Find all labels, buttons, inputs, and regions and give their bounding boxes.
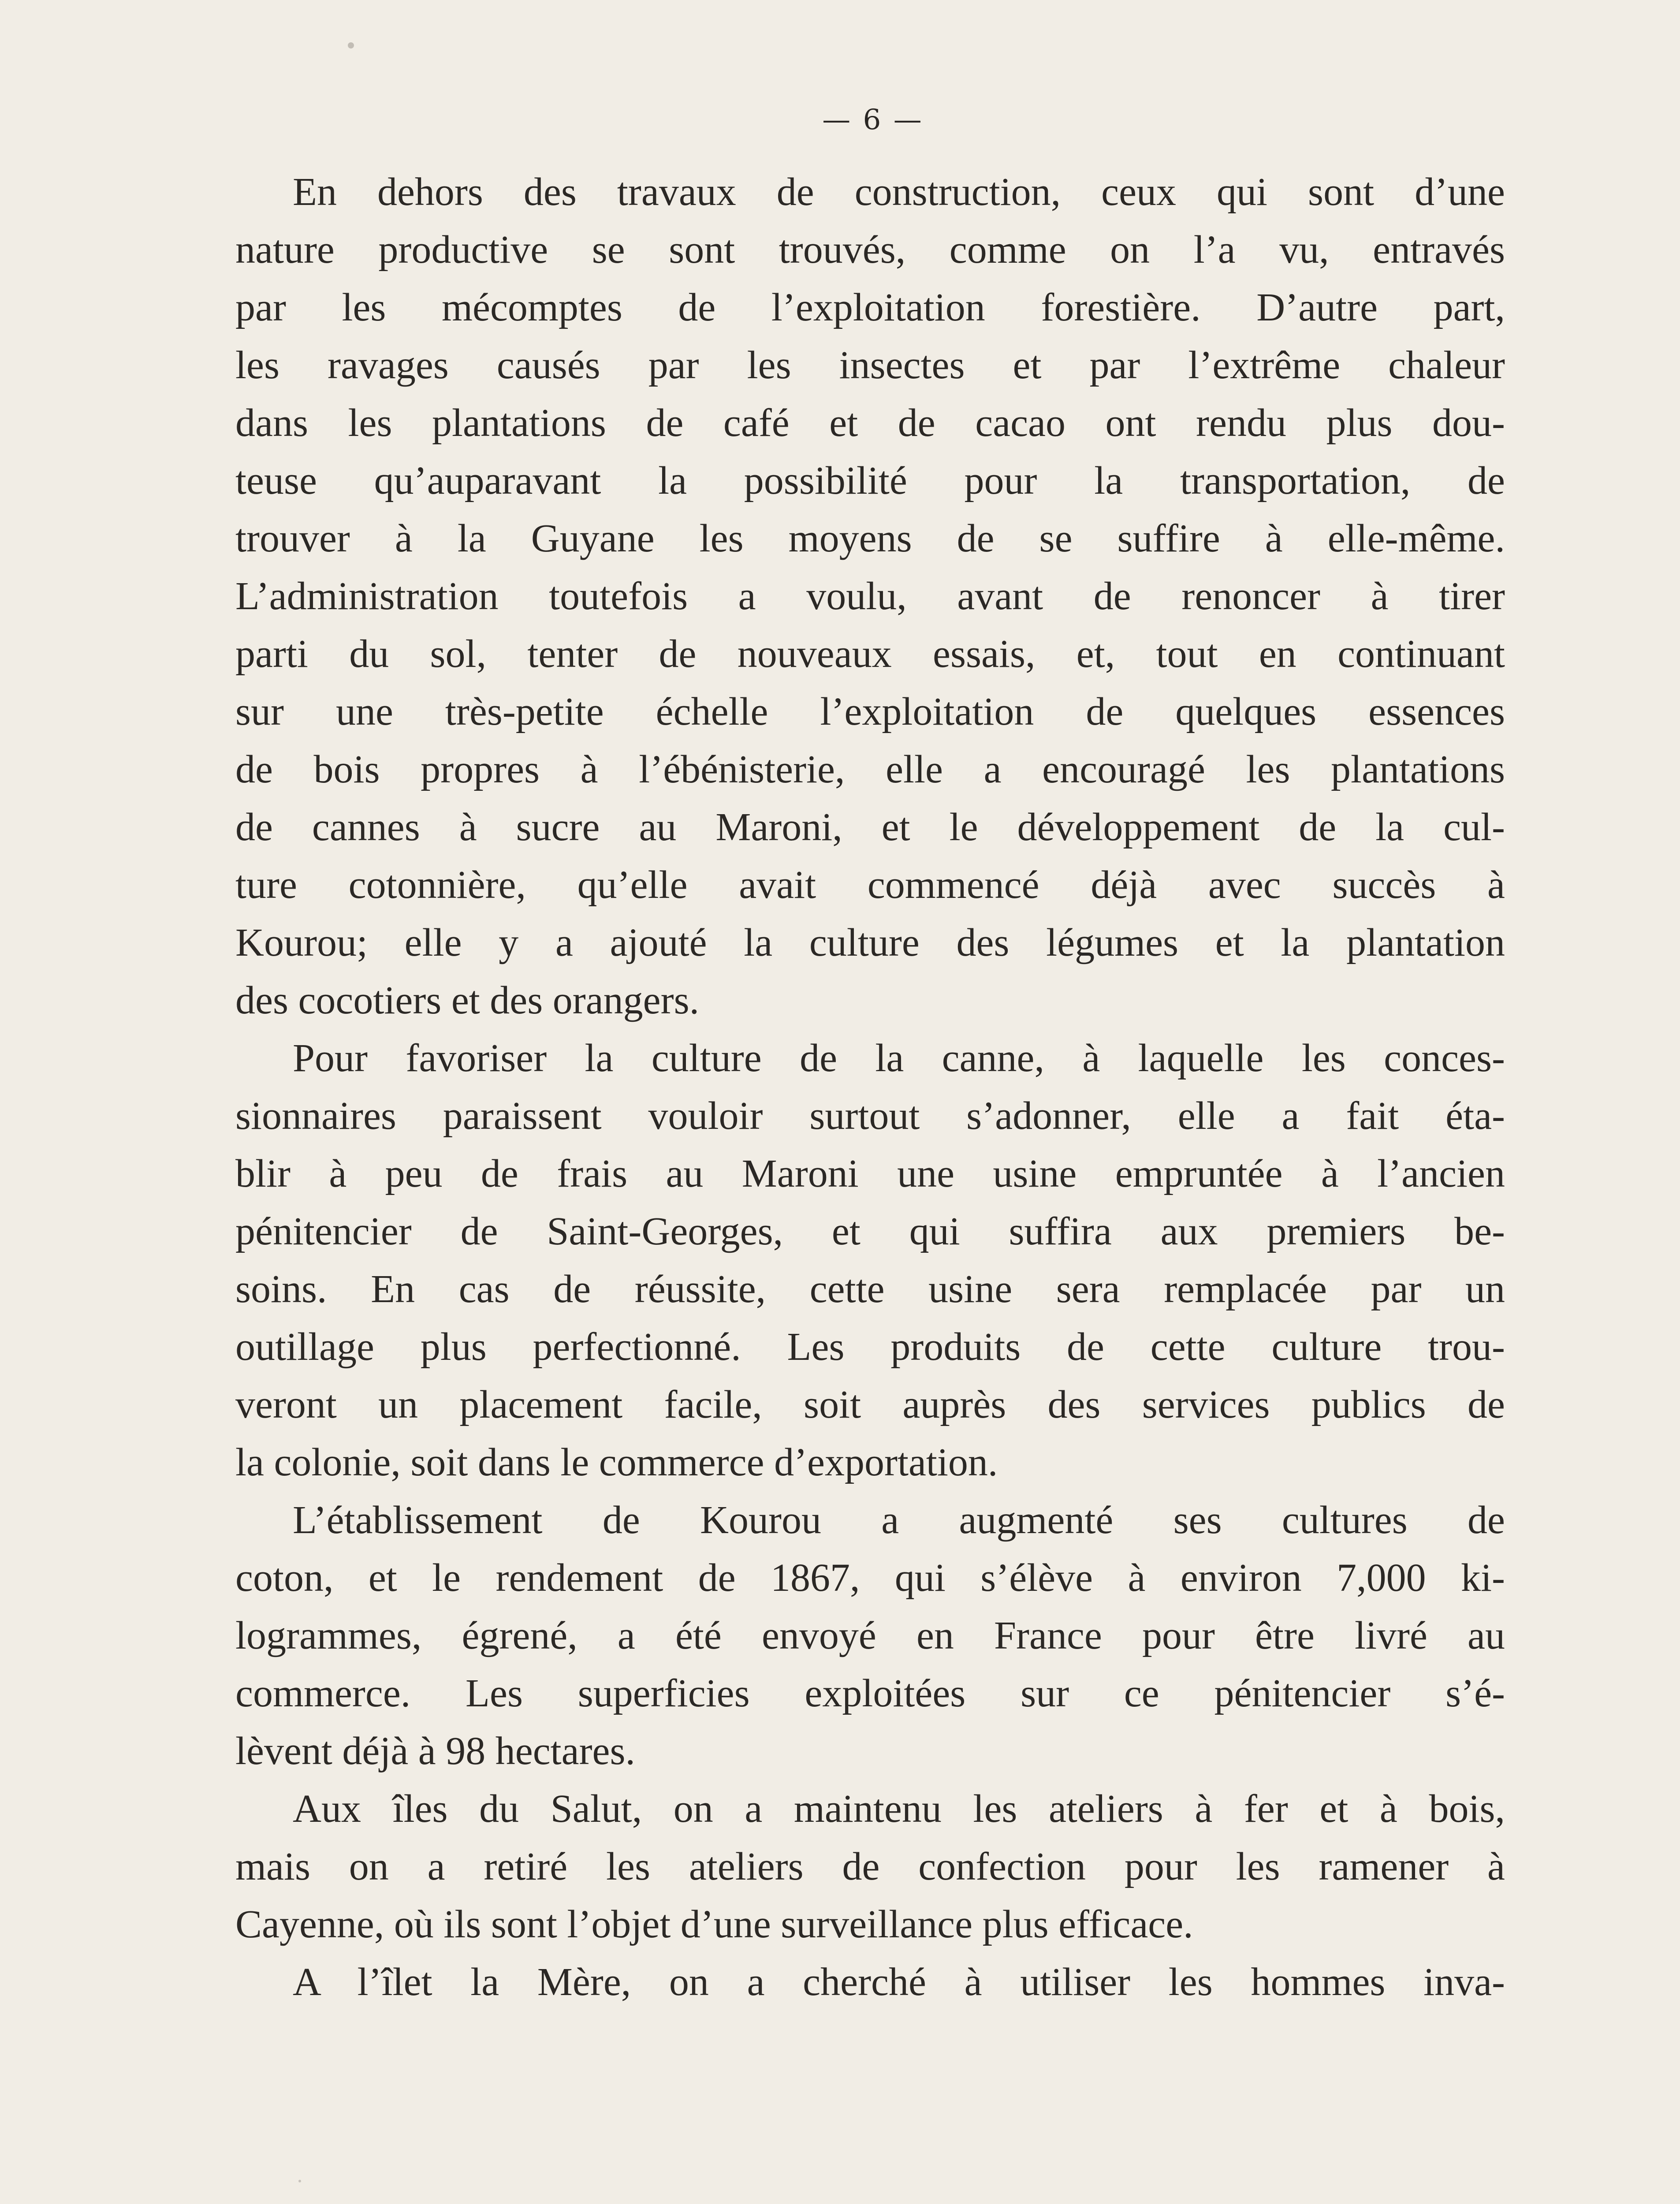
text-line: mais on a retiré les ateliers de confection pour les ramener à — [235, 1845, 1505, 1888]
text-line: de bois propres à l’ébénisterie, elle a encouragé les plantations — [235, 748, 1505, 791]
text-line: la colonie, soit dans le commerce d’exportation. — [235, 1441, 998, 1484]
text-line: soins. En cas de réussite, cette usine sera remplacée par un — [235, 1267, 1505, 1311]
text-line: trouver à la Guyane les moyens de se suffire à elle-même. — [235, 517, 1505, 560]
text-line: Kourou; elle y a ajouté la culture des légumes et la plantation — [235, 921, 1505, 964]
body-text — [235, 163, 1505, 2011]
text-line: Cayenne, où ils sont l’objet d’une surveillance plus efficace. — [235, 1902, 1193, 1946]
text-line: sur une très-petite échelle l’exploitation de quelques essences — [235, 690, 1505, 733]
text-line: Pour favoriser la culture de la canne, à laquelle les conces- — [293, 1036, 1505, 1080]
text-line: teuse qu’auparavant la possibilité pour la transportation, de — [235, 459, 1505, 503]
text-line: A l’îlet la Mère, on a cherché à utiliser les hommes inva- — [293, 1960, 1505, 2004]
paragraph — [235, 163, 1505, 1029]
text-line: Aux îles du Salut, on a maintenu les ateliers à fer et à bois, — [293, 1787, 1505, 1831]
paragraph — [235, 1953, 1505, 2011]
text-line: ture cotonnière, qu’elle avait commencé déjà avec succès à — [235, 863, 1505, 907]
text-line: les ravages causés par les insectes et par l’extrême chaleur — [235, 343, 1505, 387]
text-line: de cannes à sucre au Maroni, et le développement de la cul- — [235, 805, 1505, 849]
paragraph — [235, 1780, 1505, 1953]
text-line: logrammes, égrené, a été envoyé en France pour être livré au — [235, 1614, 1505, 1657]
paper-speck — [348, 42, 354, 48]
paragraph — [235, 1029, 1505, 1491]
text-line: commerce. Les superficies exploitées sur ce pénitencier s’é- — [235, 1672, 1505, 1715]
text-line: En dehors des travaux de construction, ceux qui sont d’une — [293, 170, 1505, 214]
text-line: lèvent déjà à 98 hectares. — [235, 1729, 636, 1773]
text-line: sionnaires paraissent vouloir surtout s’adonner, elle a fait éta- — [235, 1094, 1505, 1138]
text-line: parti du sol, tenter de nouveaux essais, et, tout en continuant — [235, 632, 1505, 676]
paragraph — [235, 1491, 1505, 1780]
text-line: outillage plus perfectionné. Les produits de cette culture trou- — [235, 1325, 1505, 1369]
text-line: L’administration toutefois a voulu, avant de renoncer à tirer — [235, 574, 1505, 618]
text-line: dans les plantations de café et de cacao ont rendu plus dou- — [235, 401, 1505, 445]
paper-speck — [298, 2180, 301, 2182]
text-line: nature productive se sont trouvés, comme on l’a vu, entravés — [235, 228, 1505, 272]
text-line: pénitencier de Saint-Georges, et qui suffira aux premiers be- — [235, 1210, 1505, 1253]
text-line: coton, et le rendement de 1867, qui s’élève à environ 7,000 ki- — [235, 1556, 1505, 1600]
text-line: veront un placement facile, soit auprès des services publics de — [235, 1383, 1505, 1426]
text-line: L’établissement de Kourou a augmenté ses cultures de — [293, 1498, 1505, 1542]
page-number: — 6 — — [822, 104, 924, 136]
text-line: des cocotiers et des orangers. — [235, 979, 700, 1022]
text-line: par les mécomptes de l’exploitation forestière. D’autre part, — [235, 286, 1505, 329]
text-line: blir à peu de frais au Maroni une usine empruntée à l’ancien — [235, 1152, 1505, 1195]
